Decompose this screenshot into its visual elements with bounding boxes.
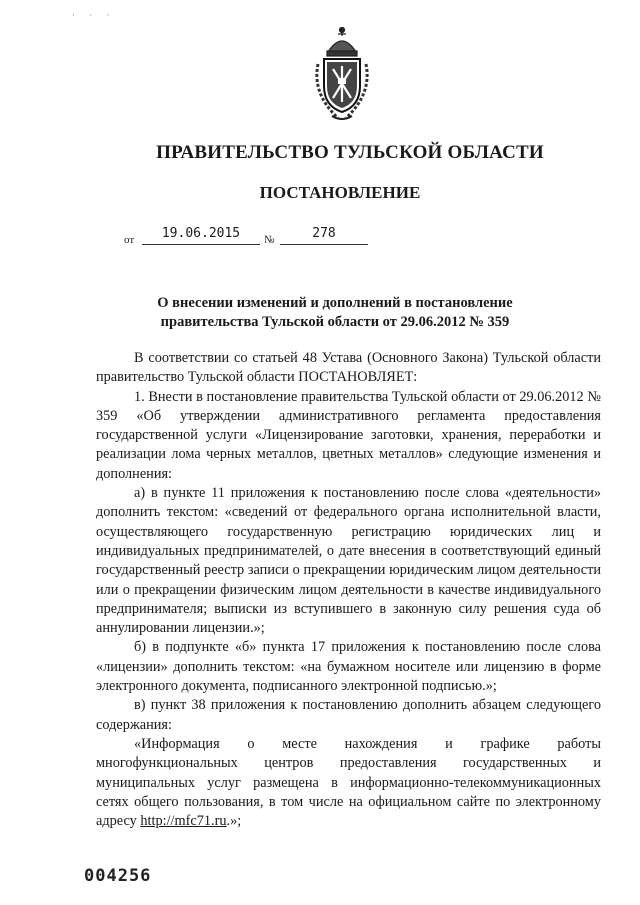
quote-end: .»; <box>226 813 242 830</box>
paragraph-subitem-b: б) в подпункте «б» пункта 17 приложения к постановлению после слова «лицензии» дополнить текстом: «на бумажном носителе или лицензию в форме электронного документа, подписанного электронной подписью.»; <box>96 639 601 695</box>
document-number: 278 <box>280 226 368 245</box>
paragraph-subitem-a: а) в пункте 11 приложения к постановлению после слова «деятельности» дополнить текстом: «сведений от федерального органа исполнительной власти, осуществляющего государственную регистрацию юридических лиц и индивидуальных предпринимателей, о дате внесения в соответствующий единый государственный реестр записи о прекращении юридическим лицом деятельности или о прекращении физическим лицом деятельности в качестве индивидуального предпринимателя; выписки из вступившего в законную силу решения суда об аннулировании лицензии.»; <box>96 485 601 637</box>
date-from-label: от <box>124 234 135 246</box>
document-subject <box>100 294 570 332</box>
subject-line-2: правительства Тульской области от 29.06.2012 № 359 <box>160 314 510 330</box>
serial-number: 004256 <box>84 866 152 886</box>
document-type: ПОСТАНОВЛЕНИЕ <box>259 183 421 202</box>
tula-coat-of-arms-icon <box>308 24 376 124</box>
document-body <box>96 349 601 831</box>
quote-text: «Информация о месте нахождения и графике работы многофункциональных центров предоставления государственных и муниципальных услуг размещена в информационно-телекоммуникационных сетях общего пользования, в том числе на официальном сайте по электронному адресу <box>96 735 601 830</box>
government-title: ПРАВИТЕЛЬСТВО ТУЛЬСКОЙ ОБЛАСТИ <box>156 142 544 163</box>
subject-line-1: О внесении изменений и дополнений в постановление <box>157 295 513 311</box>
paragraph-subitem-v: в) пункт 38 приложения к постановлению дополнить абзацем следующего содержания: <box>96 697 601 733</box>
number-label: № <box>264 234 275 246</box>
mfc-website-link[interactable]: http://mfc71.ru <box>140 813 227 830</box>
paragraph-quote <box>96 735 601 831</box>
document-date: 19.06.2015 <box>142 226 260 245</box>
scan-artifact: · · · <box>72 10 116 20</box>
paragraph-item-1: 1. Внести в постановление правительства Тульской области от 29.06.2012 № 359 «Об утверждении административного регламента предоставления государственной услуги «Лицензирование заготовки, хранения, переработки и реализации лома черных металлов, цветных металлов» следующие изменения и дополнения: <box>96 388 601 482</box>
paragraph-preamble: В соответствии со статьей 48 Устава (Основного Закона) Тульской области правительство Тульской области ПОСТАНОВЛЯЕТ: <box>96 350 601 386</box>
